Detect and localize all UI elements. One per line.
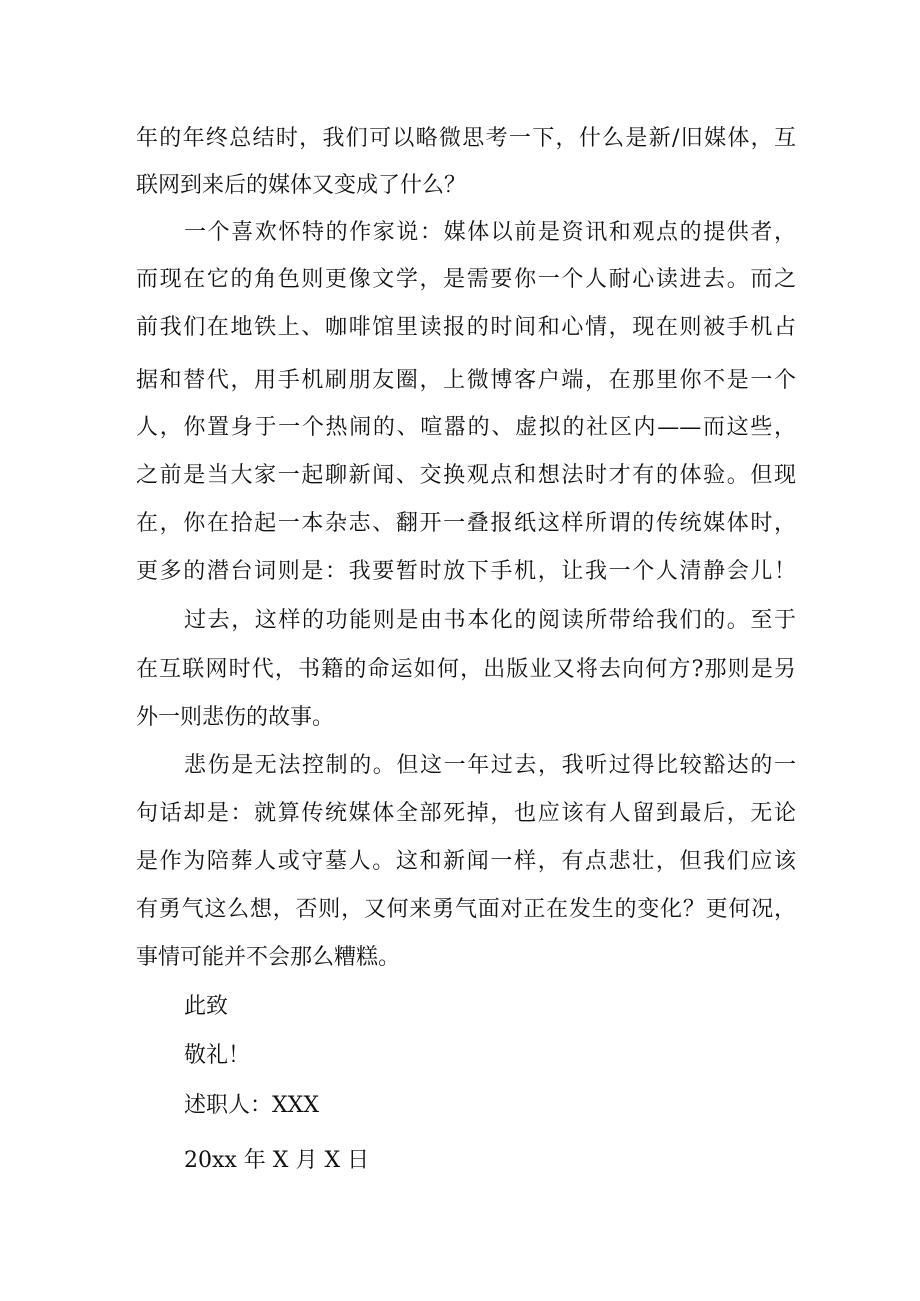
salutation-line-2: 敬礼！ [184, 1043, 251, 1068]
salutation-line-1: 此致 [184, 994, 229, 1019]
signer-line: 述职人：XXX [184, 1093, 319, 1118]
paragraph-3-line-3: 外一则悲伤的故事。 [136, 705, 335, 730]
paragraph-2-line-4: 据和替代，用手机刷朋友圈，上微博客户端，在那里你不是一个 [136, 368, 796, 393]
date-line: 20xx 年 X 月 X 日 [184, 1148, 370, 1173]
paragraph-1-line-2: 联网到来后的媒体又变成了什么？ [136, 173, 467, 198]
paragraph-2-line-3: 前我们在地铁上、咖啡馆里读报的时间和心情，现在则被手机占 [136, 315, 796, 340]
paragraph-4-line-3: 是作为陪葬人或守墓人。这和新闻一样，有点悲壮，但我们应该 [136, 849, 796, 874]
paragraph-2-line-6: 之前是当大家一起聊新闻、交换观点和想法时才有的体验。但现 [136, 463, 796, 488]
paragraph-2-line-7: 在，你在拾起一本杂志、翻开一叠报纸这样所谓的传统媒体时， [136, 511, 796, 536]
paragraph-3-line-1: 过去，这样的功能则是由书本化的阅读所带给我们的。至于 [184, 608, 796, 633]
paragraph-4-line-4: 有勇气这么想，否则，又何来勇气面对正在发生的变化？更何况， [136, 897, 796, 922]
paragraph-2-line-5: 人，你置身于一个热闹的、喧嚣的、虚拟的社区内——而这些， [136, 415, 796, 440]
paragraph-2-line-8: 更多的潜台词则是：我要暂时放下手机，让我一个人清静会儿！ [136, 559, 796, 584]
paragraph-2-line-1: 一个喜欢怀特的作家说：媒体以前是资讯和观点的提供者， [184, 220, 796, 245]
paragraph-1-line-1: 年的年终总结时，我们可以略微思考一下，什么是新/旧媒体，互 [136, 126, 796, 151]
paragraph-4-line-5: 事情可能并不会那么糟糕。 [136, 945, 401, 970]
paragraph-2-line-2: 而现在它的角色则更像文学，是需要你一个人耐心读进去。而之 [136, 267, 796, 292]
paragraph-3-line-2: 在互联网时代，书籍的命运如何，出版业又将去向何方?那则是另 [136, 657, 796, 682]
paragraph-4-line-1: 悲伤是无法控制的。但这一年过去，我听过得比较豁达的一 [184, 753, 796, 778]
paragraph-4-line-2: 句话却是：就算传统媒体全部死掉，也应该有人留到最后，无论 [136, 801, 796, 826]
